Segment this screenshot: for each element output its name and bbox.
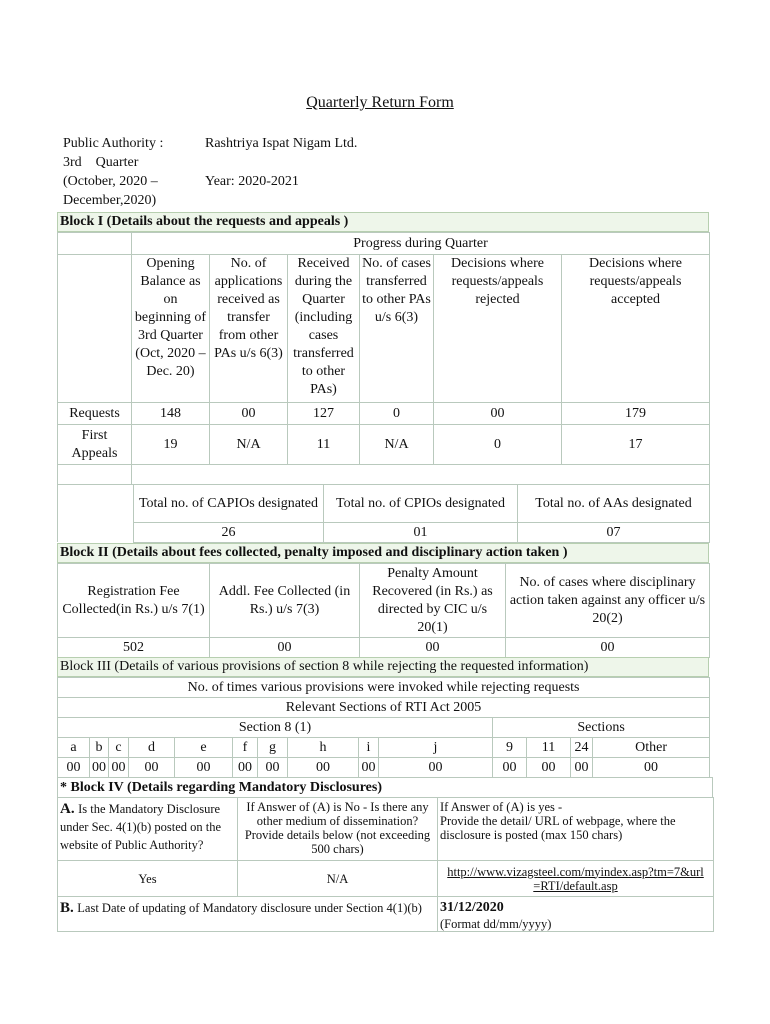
disciplinary-value: 00 <box>506 638 710 658</box>
a-letter: A. <box>60 801 75 817</box>
disclosure-url-link[interactable]: http://www.vizagsteel.com/myindex.asp?tm=7&url=RTI/default.asp <box>438 861 714 897</box>
a-answer: Yes <box>58 861 238 897</box>
aa-header: Total no. of AAs designated <box>518 485 710 523</box>
progress-header: Progress during Quarter <box>132 233 710 255</box>
sub-value: 00 <box>593 758 710 778</box>
relevant-sections: Relevant Sections of RTI Act 2005 <box>58 698 710 718</box>
sub-label: 11 <box>527 738 571 758</box>
penalty-header: Penalty Amount Recovered (in Rs.) as directed by CIC u/s 20(1) <box>360 564 506 638</box>
sub-label: i <box>359 738 379 758</box>
block2-table <box>57 563 710 658</box>
no-header: If Answer of (A) is No - Is there any other medium of dissemination? Provide details below (not exceeding 500 chars) <box>238 798 438 861</box>
col-rejected: Decisions where requests/appeals rejected <box>434 255 562 403</box>
form-header <box>63 134 663 210</box>
sub-label: b <box>90 738 109 758</box>
disciplinary-header: No. of cases where disciplinary action taken against any officer u/s 20(2) <box>506 564 710 638</box>
sub-value: 00 <box>90 758 109 778</box>
cpio-header: Total no. of CPIOs designated <box>324 485 518 523</box>
col-opening-balance: Opening Balance as on beginning of 3rd Quarter (Oct, 2020 – Dec. 20) <box>132 255 210 403</box>
table-row <box>58 758 710 778</box>
capio-header: Total no. of CAPIOs designated <box>134 485 324 523</box>
block1-title: Block I (Details about the requests and appeals ) <box>57 212 709 232</box>
table-cell: 11 <box>288 425 360 465</box>
capio-value: 26 <box>134 523 324 543</box>
registration-fee-header: Registration Fee Collected(in Rs.) u/s 7(1) <box>58 564 210 638</box>
block1-table <box>57 232 710 485</box>
year-label: Year: 2020-2021 <box>205 174 299 189</box>
quarter-line-3: December,2020) <box>63 193 157 208</box>
table-row <box>58 403 710 425</box>
table-cell: N/A <box>360 425 434 465</box>
table-cell: 19 <box>132 425 210 465</box>
block4-table <box>57 797 714 932</box>
sub-value: 00 <box>527 758 571 778</box>
table-row <box>58 425 710 465</box>
form-title: Quarterly Return Form <box>306 94 454 111</box>
col-received-transfer: No. of applications received as transfer from other PAs u/s 6(3) <box>210 255 288 403</box>
sections-header: Sections <box>493 718 710 738</box>
sub-value: 00 <box>571 758 593 778</box>
table-cell: 0 <box>360 403 434 425</box>
sub-label: h <box>288 738 359 758</box>
sub-value: 00 <box>359 758 379 778</box>
table-cell: 00 <box>434 403 562 425</box>
no-answer: N/A <box>238 861 438 897</box>
block4-title: * Block IV (Details regarding Mandatory Disclosures) <box>57 777 713 797</box>
quarter-line-2: (October, 2020 – <box>63 174 158 189</box>
yes-header-line-1: If Answer of (A) is yes - <box>440 800 563 814</box>
sub-label: g <box>258 738 288 758</box>
col-transferred: No. of cases transferred to other PAs u/s 6(3) <box>360 255 434 403</box>
block3-table <box>57 677 710 778</box>
b-date: 31/12/2020 <box>440 900 504 915</box>
b-letter: B. <box>60 900 74 916</box>
quarter-line-1: 3rd Quarter <box>63 155 139 170</box>
public-authority-label: Public Authority : <box>63 136 164 151</box>
sub-label: a <box>58 738 90 758</box>
sub-value: 00 <box>288 758 359 778</box>
col-accepted: Decisions where requests/appeals accepted <box>562 255 710 403</box>
table-cell: 00 <box>210 403 288 425</box>
block3-title: Block III (Details of various provisions of section 8 while rejecting the requested information) <box>57 657 709 677</box>
section8-header: Section 8 (1) <box>58 718 493 738</box>
sub-label: c <box>109 738 129 758</box>
row-label: First Appeals <box>58 425 132 465</box>
b-question: Last Date of updating of Mandatory disclosure under Section 4(1)(b) <box>77 901 422 915</box>
addl-fee-header: Addl. Fee Collected (in Rs.) u/s 7(3) <box>210 564 360 638</box>
aa-value: 07 <box>518 523 710 543</box>
table-cell: 179 <box>562 403 710 425</box>
sub-value: 00 <box>379 758 493 778</box>
sub-label: 24 <box>571 738 593 758</box>
sub-label: Other <box>593 738 710 758</box>
registration-fee-value: 502 <box>58 638 210 658</box>
sub-label: e <box>175 738 233 758</box>
sub-label: d <box>129 738 175 758</box>
sub-value: 00 <box>258 758 288 778</box>
block2-title: Block II (Details about fees collected, penalty imposed and disciplinary action taken ) <box>57 543 709 563</box>
sub-label: f <box>233 738 258 758</box>
sub-value: 00 <box>109 758 129 778</box>
table-cell: 127 <box>288 403 360 425</box>
sub-label: 9 <box>493 738 527 758</box>
sub-value: 00 <box>58 758 90 778</box>
col-received-quarter: Received during the Quarter (including cases transferred to other PAs) <box>288 255 360 403</box>
table-cell: 148 <box>132 403 210 425</box>
public-authority-value: Rashtriya Ispat Nigam Ltd. <box>205 136 358 151</box>
row-label: Requests <box>58 403 132 425</box>
table-cell: N/A <box>210 425 288 465</box>
b-format: (Format dd/mm/yyyy) <box>440 917 552 931</box>
table-cell: 0 <box>434 425 562 465</box>
sub-label: j <box>379 738 493 758</box>
block3-subtitle: No. of times various provisions were invoked while rejecting requests <box>58 678 710 698</box>
penalty-value: 00 <box>360 638 506 658</box>
sub-value: 00 <box>233 758 258 778</box>
table-cell: 17 <box>562 425 710 465</box>
sub-value: 00 <box>129 758 175 778</box>
designated-table <box>133 484 710 543</box>
sub-value: 00 <box>175 758 233 778</box>
cpio-value: 01 <box>324 523 518 543</box>
sub-value: 00 <box>493 758 527 778</box>
yes-header-line-2: Provide the detail/ URL of webpage, where the disclosure is posted (max 150 chars) <box>440 814 676 842</box>
a-question: Is the Mandatory Disclosure under Sec. 4(1)(b) posted on the website of Public Authority? <box>60 802 222 852</box>
addl-fee-value: 00 <box>210 638 360 658</box>
table-row <box>58 738 710 758</box>
